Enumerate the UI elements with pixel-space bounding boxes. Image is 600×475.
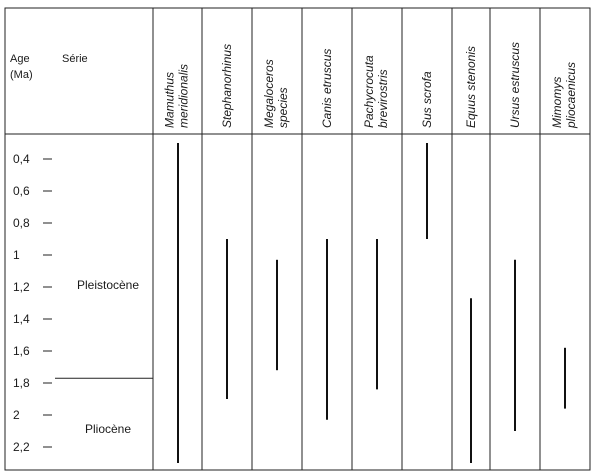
- age-tick-label: 2,2: [13, 440, 30, 454]
- taxon-name: Canis etruscus: [320, 48, 334, 128]
- table-header: [10, 53, 88, 81]
- taxon-header: [220, 44, 234, 128]
- age-tick-label: 0,6: [13, 184, 30, 198]
- age-tick-label: 0,4: [13, 152, 30, 166]
- taxon-name: Sus scrofa: [420, 71, 434, 128]
- age-tick-label: 1,8: [13, 376, 30, 390]
- taxon-header: [163, 64, 191, 128]
- taxon-name-line2: pliocaenicus: [564, 61, 578, 128]
- taxon-name-line2: brevirostris: [376, 69, 390, 128]
- age-tick-label: 0,8: [13, 216, 30, 230]
- taxon-header: [550, 62, 578, 129]
- age-tick-label: 1: [13, 248, 20, 262]
- taxon-header: [464, 46, 478, 128]
- taxon-name: Ursus estruscus: [508, 41, 522, 128]
- series-labels: [77, 278, 139, 436]
- age-tick-label: 2: [13, 408, 20, 422]
- series-column-label: Série: [62, 53, 88, 65]
- outer-border: [5, 8, 590, 470]
- age-tick-label: 1,4: [13, 312, 30, 326]
- range-bars: [178, 143, 565, 463]
- taxon-name: Megaloceros: [262, 59, 276, 128]
- taxon-name: Stephanorhinus: [220, 43, 234, 128]
- taxon-header: [362, 55, 390, 128]
- taxon-header: [420, 71, 434, 128]
- taxon-name: Equus stenonis: [464, 45, 478, 128]
- taxon-header: [320, 49, 334, 128]
- age-tick-label: 1,6: [13, 344, 30, 358]
- taxon-name: Mamuthus: [162, 71, 177, 128]
- age-label-line1: Age: [10, 53, 30, 65]
- taxon-header: [508, 42, 522, 128]
- table-frame: [5, 8, 590, 470]
- taxon-name-line2: meridionalis: [176, 63, 191, 128]
- taxon-name: Mimomys: [550, 76, 564, 128]
- series-label: Pliocène: [84, 422, 132, 436]
- taxon-headers: [163, 42, 579, 129]
- age-axis: [13, 152, 52, 454]
- age-tick-label: 1,2: [13, 280, 30, 294]
- age-label-line2: (Ma): [10, 69, 33, 81]
- series-label: Pleistocène: [76, 278, 140, 292]
- taxon-header: [262, 59, 290, 128]
- taxon-name-line2: species: [276, 87, 290, 128]
- taxon-name: Pachycrocuta: [362, 55, 376, 128]
